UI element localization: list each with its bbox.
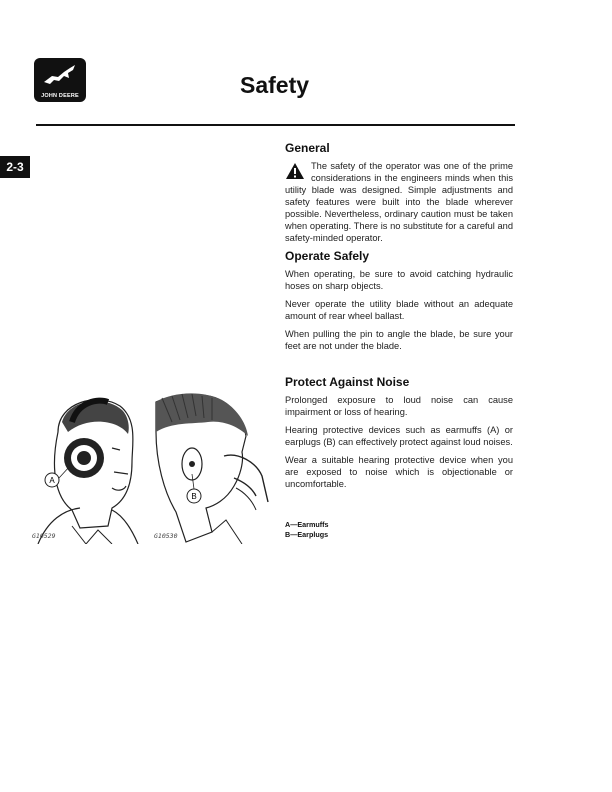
earmuffs-illustration <box>28 392 146 544</box>
operate-safely-heading: Operate Safely <box>285 249 370 263</box>
operate-safely-paragraph: When pulling the pin to angle the blade, be sure your feet are not under the blade. <box>285 329 513 351</box>
noise-paragraph: Hearing protective devices such as earmuffs (A) or earplugs (B) can effectively protect against loud noises. <box>285 425 513 447</box>
title-rule <box>36 124 515 126</box>
figure-number-right: G10530 <box>154 532 178 540</box>
earplugs-illustration <box>152 392 270 544</box>
logo-text: JOHN DEERE <box>41 93 79 99</box>
legend-earmuffs: A—Earmuffs <box>285 520 329 529</box>
callout-a: A <box>49 476 55 485</box>
page-number-tab: 2-3 <box>0 156 30 178</box>
general-body <box>285 160 513 244</box>
earplugs-drawing <box>152 392 270 544</box>
figure-number-left: G10529 <box>32 532 56 540</box>
warning-triangle-icon <box>285 162 305 180</box>
page-title: Safety <box>240 72 310 98</box>
noise-paragraph: Wear a suitable hearing protective device when you are exposed to noise which is objectionable or uncomfortable. <box>285 455 513 489</box>
noise-paragraph: Prolonged exposure to loud noise can cause impairment or loss of hearing. <box>285 395 513 417</box>
earmuffs-drawing <box>28 392 146 544</box>
noise-section <box>285 376 513 496</box>
deer-icon <box>42 62 78 90</box>
general-text: The safety of the operator was one of the prime considerations in the engineers minds when this utility blade was designed. Simple adjustments and safety features were built into the blade wherever possible. Nevertheless, ordinary caution must be taken when operating. There is no substitute for a careful and safety-minded operator. <box>285 161 513 243</box>
noise-heading: Protect Against Noise <box>285 375 410 389</box>
general-heading: General <box>285 141 330 155</box>
operate-safely-paragraph: Never operate the utility blade without an adequate amount of rear wheel ballast. <box>285 299 513 321</box>
callout-b: B <box>191 492 197 501</box>
figure-legend <box>285 520 329 540</box>
general-section <box>285 142 513 358</box>
legend-earplugs: B—Earplugs <box>285 530 329 539</box>
john-deere-logo <box>34 58 86 102</box>
operate-safely-paragraph: When operating, be sure to avoid catching hydraulic hoses on sharp objects. <box>285 269 513 291</box>
